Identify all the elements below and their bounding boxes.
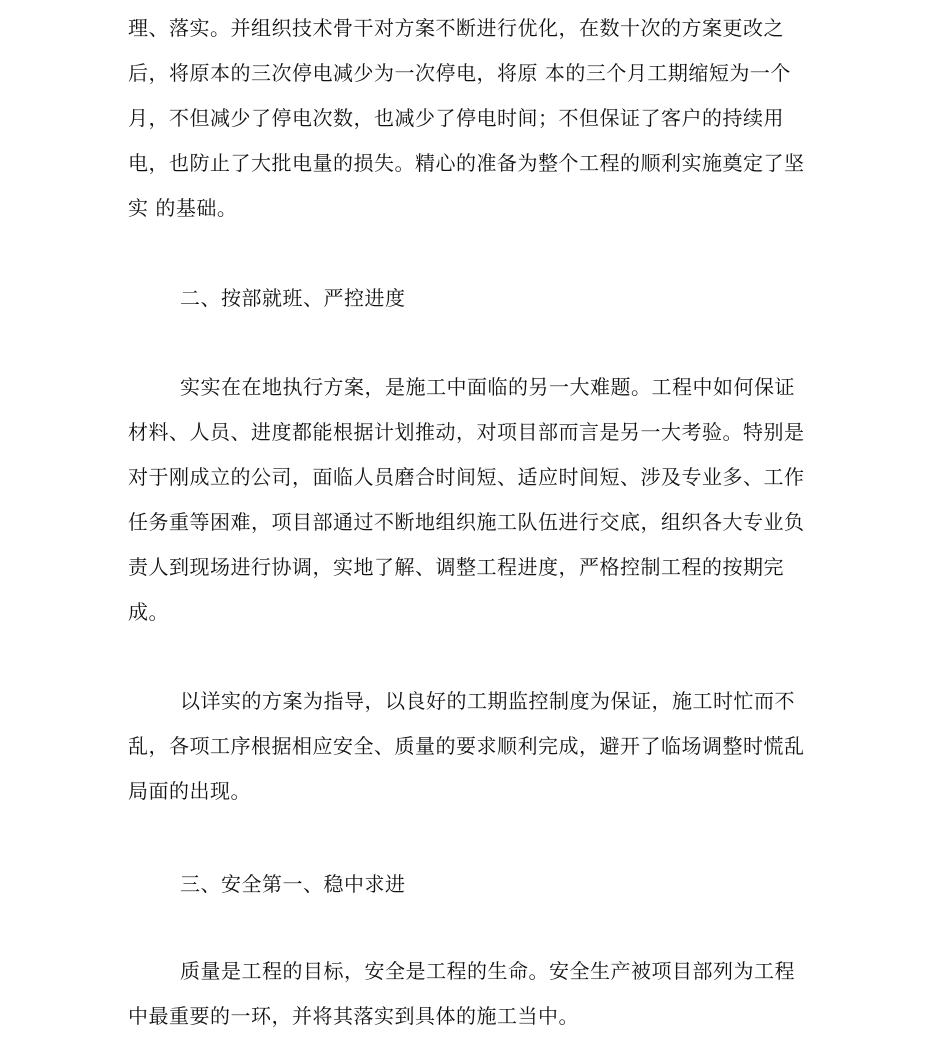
paragraph-2-line-2: 材料、人员、进度都能根据计划推动，对项目部而言是另一大考验。特别是 [128,420,805,444]
paragraph-3-line-1: 以详实的方案为指导，以良好的工期监控制度为保证，施工时忙而不 [180,689,795,713]
paragraph-3-line-3: 局面的出现。 [128,779,251,803]
paragraph-2-line-5: 责人到现场进行协调，实地了解、调整工程进度，严格控制工程的按期完 [128,555,784,579]
paragraph-2-line-6: 成。 [128,600,169,624]
paragraph-1-line-5: 实 的基础。 [128,196,238,220]
paragraph-2-line-4: 任务重等困难，项目部通过不断地组织施工队伍进行交底，组织各大专业负 [128,510,805,534]
paragraph-2-line-1: 实实在在地执行方案，是施工中面临的另一大难题。工程中如何保证 [180,375,795,399]
paragraph-4-line-2: 中最重要的一环，并将其落实到具体的施工当中。 [128,1004,579,1028]
paragraph-4-line-1: 质量是工程的目标，安全是工程的生命。安全生产被项目部列为工程 [180,959,795,983]
paragraph-1-line-3: 月，不但减少了停电次数，也减少了停电时间；不但保证了客户的持续用 [128,106,784,130]
paragraph-2-line-3: 对于刚成立的公司，面临人员磨合时间短、适应时间短、涉及专业多、工作 [128,465,805,489]
section-heading-3: 三、安全第一、稳中求进 [180,872,406,896]
paragraph-1-line-4: 电，也防止了大批电量的损失。精心的准备为整个工程的顺利实施奠定了坚 [128,151,805,175]
paragraph-1-line-1: 理、落实。并组织技术骨干对方案不断进行优化，在数十次的方案更改之 [128,16,784,40]
paragraph-1-line-2: 后，将原本的三次停电减少为一次停电，将原 本的三个月工期缩短为一个 [128,61,791,85]
section-heading-2: 二、按部就班、严控进度 [180,286,406,310]
paragraph-3-line-2: 乱，各项工序根据相应安全、质量的要求顺利完成，避开了临场调整时慌乱 [128,734,805,758]
